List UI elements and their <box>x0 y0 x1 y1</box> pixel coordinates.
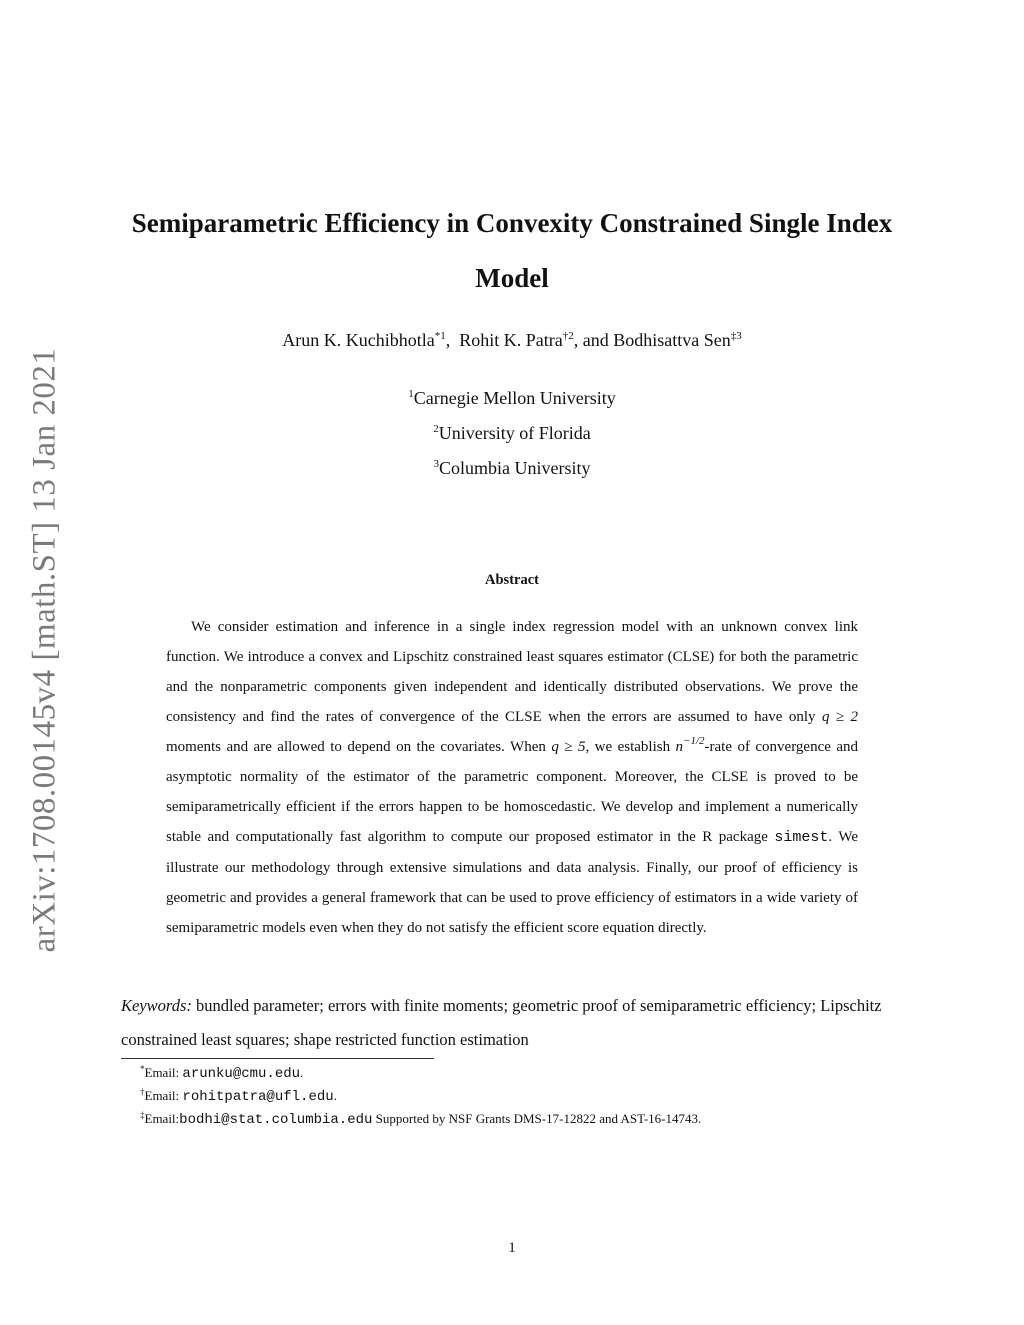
page-number: 1 <box>508 1240 516 1256</box>
footnote <box>140 1108 701 1131</box>
abstract-text: , we establish <box>585 739 676 755</box>
affiliation-name: University of Florida <box>438 423 591 443</box>
math-inline: q ≥ 2 <box>821 709 859 725</box>
author-separator: , <box>445 330 460 350</box>
paper-title: Semiparametric Efficiency in Convexity Constrained Single Index Model <box>131 208 893 293</box>
author-list <box>0 326 1024 354</box>
footnote-mark: * <box>140 1064 145 1074</box>
math-inline <box>675 735 705 755</box>
affiliation <box>0 381 1024 416</box>
author-mark: †2 <box>562 330 574 342</box>
affiliation-number: 2 <box>433 423 439 435</box>
arxiv-stamp: arXiv:1708.00145v4 [math.ST] 13 Jan 2021 <box>26 347 63 953</box>
footnote-email[interactable]: arunku@cmu.edu <box>182 1066 301 1082</box>
footnote-suffix: Supported by NSF Grants DMS-17-12822 and AST-16-14743. <box>372 1111 702 1126</box>
footnote-prefix: Email: <box>144 1088 183 1103</box>
keywords <box>121 989 904 1057</box>
footnote-prefix: Email: <box>144 1065 183 1080</box>
keywords-label: Keywords: <box>121 996 192 1015</box>
abstract-text: -rate of convergence and asymptotic normality of the estimator of the parametric component. Moreover, the CLSE is proved to be semiparametrically efficient if the errors happen to be homoscedastic. We develop and implement a numerically stable and computationally fast algorithm to compute our proposed estimator in the R package <box>166 739 859 845</box>
footnote <box>140 1062 701 1085</box>
abstract-text: . We illustrate our methodology through extensive simulations and data analysis. Finally, our proof of efficiency is geometric and provides a general framework that can be used to prove efficiency of estimators in a wide variety of semiparametric models even when they do not satisfy the efficient score equation directly. <box>166 829 859 936</box>
math-base: n <box>675 739 684 755</box>
author-mark: ‡3 <box>730 330 742 342</box>
keywords-text: bundled parameter; errors with finite moments; geometric proof of semiparametric efficiency; Lipschitz constrained least squares; shape restricted function estimation <box>121 996 882 1049</box>
footnote-suffix: . <box>333 1088 337 1103</box>
author-name: Rohit K. Patra <box>459 330 563 350</box>
affiliation-name: Carnegie Mellon University <box>413 388 616 408</box>
footnote <box>140 1085 701 1108</box>
affiliation <box>0 451 1024 486</box>
affiliation <box>0 416 1024 451</box>
abstract-text: moments and are allowed to depend on the covariates. When <box>166 739 552 755</box>
abstract-body <box>166 612 858 943</box>
author-name: Arun K. Kuchibhotla <box>282 330 435 350</box>
affiliation-list <box>0 381 1024 486</box>
package-name: simest <box>774 829 829 846</box>
author-name: Bodhisattva Sen <box>613 330 731 350</box>
footnote-mark: † <box>140 1087 145 1097</box>
footnote-mark: ‡ <box>140 1110 145 1120</box>
abstract-heading: Abstract <box>485 572 539 588</box>
author-separator: , and <box>573 330 614 350</box>
affiliation-name: Columbia University <box>439 458 591 478</box>
footnote-email[interactable]: bodhi@stat.columbia.edu <box>179 1112 373 1128</box>
math-inline: q ≥ 5 <box>551 739 586 755</box>
math-exponent: −1/2 <box>683 735 705 747</box>
author-mark: *1 <box>434 330 446 342</box>
abstract-text: We consider estimation and inference in a single index regression model with an unknown convex link function. We introduce a convex and Lipschitz constrained least squares estimator (CLSE) for both the parametric and the nonparametric components given independent and identically distributed observations. We prove the consistency and find the rates of convergence of the CLSE when the errors are assumed to have only <box>166 619 858 725</box>
footnote-prefix: Email: <box>144 1111 180 1126</box>
footnote-divider <box>121 1058 434 1059</box>
footnotes <box>140 1062 701 1131</box>
affiliation-number: 3 <box>433 458 439 470</box>
footnote-suffix: . <box>300 1065 304 1080</box>
footnote-email[interactable]: rohitpatra@ufl.edu <box>182 1089 334 1105</box>
affiliation-number: 1 <box>408 388 414 400</box>
